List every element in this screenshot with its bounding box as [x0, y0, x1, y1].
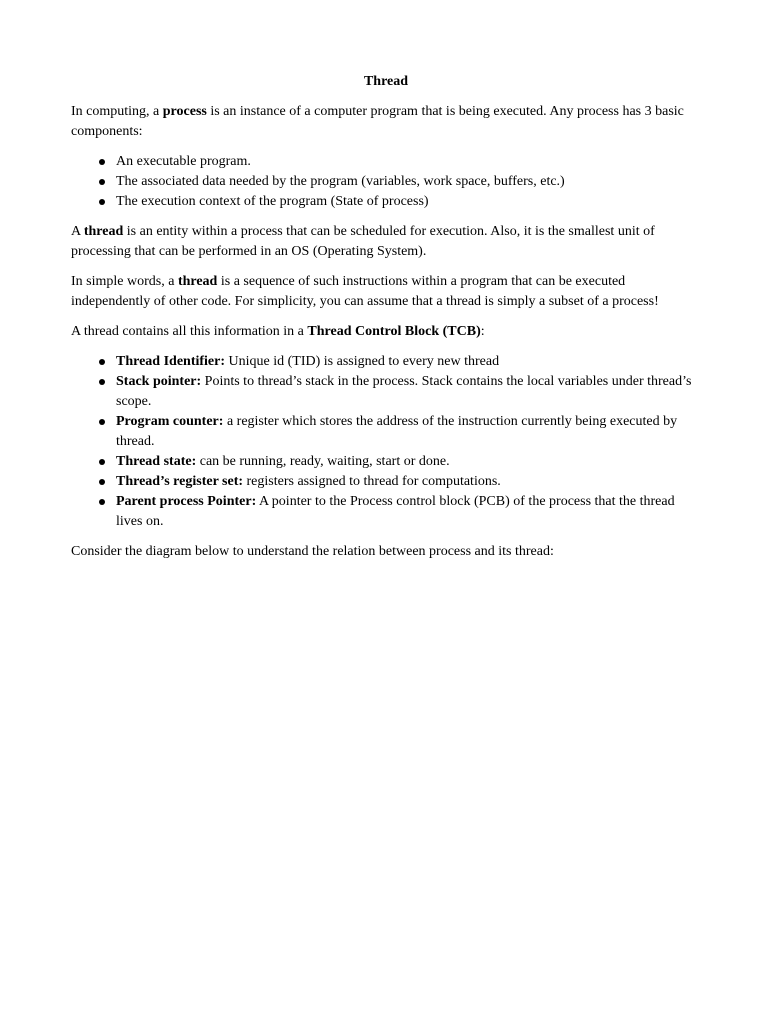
diagram-intro-paragraph: Consider the diagram below to understand the relation between process and its thread: [71, 544, 554, 559]
thread-simple-post: is a sequence of such instructions within a program that can be executed independently of other code. For simplicity, you can assume that a thread is simply a subset of a process! [71, 274, 659, 309]
thread-definition-pre: A [71, 224, 84, 239]
list-item-description: Points to thread’s stack in the process. Stack contains the local variables under thread’s scope. [116, 374, 692, 409]
list-item: The execution context of the program (State of process) [116, 192, 701, 212]
thread-term: thread [177, 274, 218, 289]
list-item-term: Stack pointer: [116, 374, 202, 389]
thread-simple-pre: In simple words, a [71, 274, 178, 289]
list-item [116, 452, 701, 472]
thread-simple-paragraph [71, 272, 701, 312]
process-term: process [162, 104, 207, 119]
list-item: An executable program. [116, 152, 701, 172]
thread-term: thread [83, 224, 124, 239]
list-item: The associated data needed by the program (variables, work space, buffers, etc.) [116, 172, 701, 192]
process-paragraph-pre: In computing, a [71, 104, 163, 119]
document-page [71, 72, 701, 572]
list-item-term: Thread Identifier: [116, 354, 226, 369]
list-item-description: registers assigned to thread for computations. [243, 474, 501, 489]
list-item-term: Parent process Pointer: [116, 494, 257, 509]
process-paragraph-post: is an instance of a computer program that is being executed. Any process has 3 basic components: [71, 104, 684, 139]
list-item-term: Thread’s register set: [116, 474, 244, 489]
tcb-intro-paragraph [71, 322, 701, 342]
process-paragraph [71, 102, 701, 142]
tcb-list [71, 352, 701, 532]
list-item-description: Unique id (TID) is assigned to every new thread [225, 354, 500, 369]
list-item [116, 372, 701, 412]
list-item-description: a register which stores the address of the instruction currently being executed by thread. [116, 414, 678, 449]
list-item [116, 492, 701, 532]
list-item-description: can be running, ready, waiting, start or done. [196, 454, 450, 469]
tcb-intro-pre: A thread contains all this information in a [71, 324, 308, 339]
list-item [116, 412, 701, 452]
thread-definition-paragraph [71, 222, 701, 262]
list-item-term: Program counter: [116, 414, 224, 429]
list-item [116, 352, 701, 372]
tcb-intro-post: : [480, 324, 485, 339]
list-item-term: Thread state: [116, 454, 197, 469]
page-title: Thread [363, 74, 409, 89]
list-item-description: A pointer to the Process control block (PCB) of the process that the thread lives on. [116, 494, 675, 529]
tcb-term: Thread Control Block (TCB) [307, 324, 481, 339]
process-components-list [71, 152, 701, 212]
thread-definition-post: is an entity within a process that can be scheduled for execution. Also, it is the smallest unit of processing that can be performed in an OS (Operating System). [71, 224, 655, 259]
list-item [116, 472, 701, 492]
